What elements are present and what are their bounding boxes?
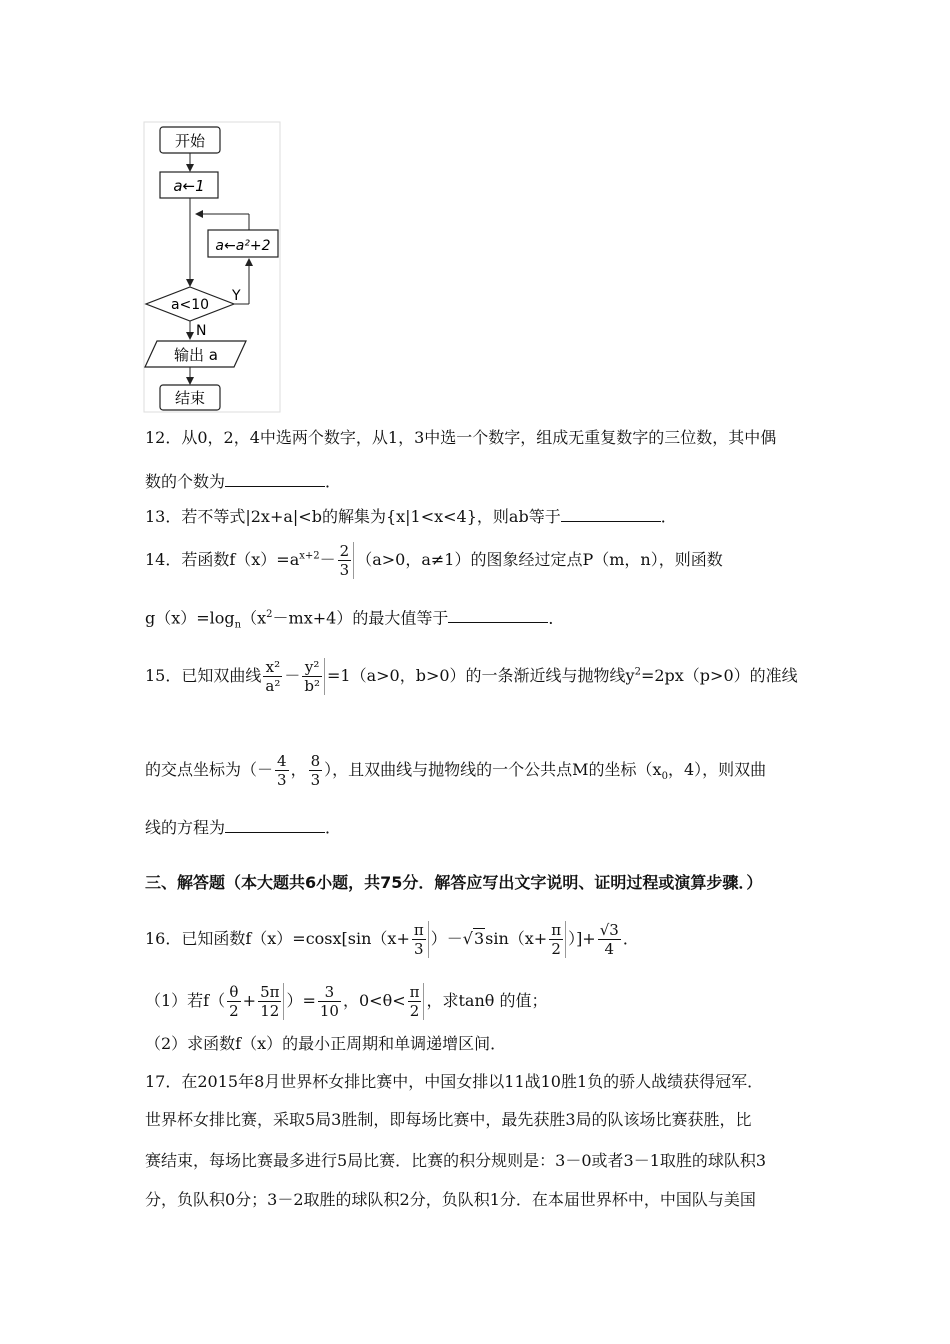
fraction: $\frac{5\pi}{12}$ [258,983,284,1020]
q17-line2: 世界杯女排比赛，采取5局3胜制，即每场比赛中，最先获胜3局的队该场比赛获胜，比 [145,1110,752,1129]
square: 2 [634,666,641,678]
start-label: 开始 [174,132,206,150]
q15-line2c: ，4），则双曲 [667,760,767,779]
fraction: $\frac{8}{3}$ [310,752,321,789]
comma: ， [290,760,307,779]
init-label: a←1 [173,177,205,195]
period: ． [622,929,639,948]
plus: + [242,991,257,1010]
q13-line [145,505,677,527]
fraction: $\frac{\text{x²}}{\text{a²}}$ [265,658,281,695]
flowchart-border [144,122,280,412]
minus: － [319,550,336,569]
q14-exponent: x+2 [299,550,320,562]
q16-pre: 16．已知函数f（x）=cosx[sin（x+ [145,929,410,948]
answer-blank[interactable] [225,470,325,487]
paren: （ [241,760,258,779]
no-label: N [196,323,207,339]
q12-line2 [145,470,341,492]
output-label: 输出 a [174,346,218,364]
q14-line2 [145,605,564,636]
q14-g3: －mx+4）的最大值等于 [272,608,449,628]
q15-line2 [145,752,766,789]
q15-line2a: 的交点坐标为 [145,760,242,779]
q16-p1b: ）= [286,991,316,1010]
fraction: $\frac{√3}{4}$ [599,921,619,958]
q16-part2: （2）求函数f（x）的最小正周期和单调递增区间． [145,1034,507,1053]
q14-post: （a>0，a≠1）的图象经过定点P（m，n），则函数 [356,550,723,569]
q16-p1c: ，0<θ< [342,991,406,1010]
q15-post2: =2px（p>0）的准线 [640,666,798,685]
q17-line3: 赛结束，每场比赛最多进行5局比赛．比赛的积分规则是：3－0或者3－1取胜的球队积3 [145,1151,767,1170]
q17-line1: 17．在2015年8月世界杯女排比赛中，中国女排以11战10胜1负的骄人战绩获得冠军． [145,1072,764,1091]
log-base: n [234,619,242,631]
q14-line1 [145,542,723,579]
q16-mid3: ）]+ [568,929,596,948]
q15-line3-text: 线的方程为 [145,818,226,837]
flowchart [0,0,950,420]
q14-g2: （x [241,608,267,628]
q14-pre: 14．若函数f（x）=a [145,550,300,569]
yes-label: Y [232,288,241,304]
condition-label: a<10 [170,297,210,313]
q16-line1 [145,921,639,958]
answer-blank[interactable] [448,606,548,623]
period: ． [325,818,342,837]
sqrt: √3 [462,929,485,948]
q12-line1 [145,428,776,448]
q16-mid: ）－ [430,929,463,948]
minus: － [284,666,301,685]
minus: － [257,760,274,779]
q16-part1 [145,983,547,1020]
end-label: 结束 [174,389,206,407]
paren: ） [324,760,333,779]
period: ． [660,507,677,526]
q16-p1d: ，求tanθ 的值； [426,991,548,1010]
square: 2 [266,609,273,620]
q15-post1: =1（a>0，b>0）的一条渐近线与抛物线y [326,666,635,685]
update-label: a←a²+2 [215,238,271,254]
fraction: $\frac{\pi}{2}$ [549,921,566,958]
fraction: $\frac{2}{3}$ [338,542,355,579]
period: ． [548,608,565,628]
fraction: $\frac{\theta}{2}$ [229,983,239,1020]
fraction: $\frac{\pi}{2}$ [408,983,425,1020]
q15-line1 [145,658,798,695]
period: ． [325,472,342,491]
q16-mid2: sin（x+ [485,929,548,948]
fraction: $\frac{\pi}{3}$ [412,921,429,958]
subscript: 0 [661,771,668,783]
q12-text: 12．从0，2，4中选两个数字，从1，3中选一个数字，组成无重复数字的三位数，其中偶 [145,428,777,447]
fraction: $\frac{\text{y²}}{\text{b²}}$ [302,658,325,695]
q14-g: g（x）=log [145,608,235,628]
q15-line2b: ，且双曲线与抛物线的一个公共点M的坐标（x [332,760,662,779]
q17-line4: 分，负队积0分；3－2取胜的球队积2分，负队积1分．在本届世界杯中，中国队与美国 [145,1190,756,1209]
fraction: $\frac{4}{3}$ [277,752,287,789]
answer-blank[interactable] [225,816,325,833]
answer-blank[interactable] [561,505,661,522]
q13-text: 13．若不等式|2x+a|<b的解集为{x|1<x<4}，则ab等于 [145,507,561,526]
section-heading: 三、解答题（本大题共6小题，共75分．解答应写出文字说明、证明过程或演算步骤．） [145,873,763,892]
q15-pre: 15．已知双曲线 [145,666,262,685]
q16-p1a: （1）若f（ [145,991,226,1010]
q15-line3 [145,816,341,838]
q12-text2: 数的个数为 [145,472,226,491]
fraction: $\frac{3}{10}$ [319,983,339,1020]
